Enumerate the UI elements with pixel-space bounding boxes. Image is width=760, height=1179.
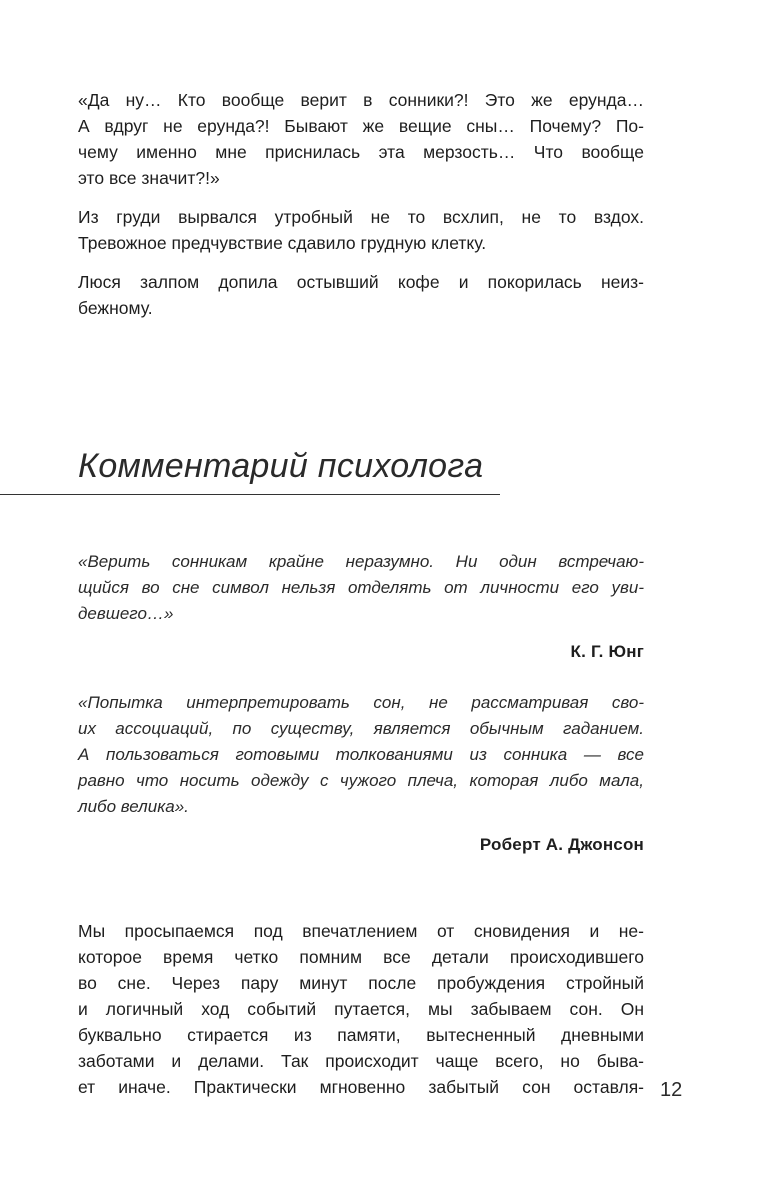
quote-block	[78, 690, 644, 865]
paragraph-line: которое время четко помним все детали происходившего	[78, 947, 644, 967]
paragraph-line: «Да ну… Кто вообще верит в сонники?! Это же ерунда…	[78, 90, 644, 110]
quote-line: «Попытка интерпретировать сон, не рассматривая сво-	[78, 693, 644, 712]
paragraph-line: бежному.	[78, 298, 153, 318]
quote-line: либо велика».	[78, 797, 189, 816]
quote-block	[78, 549, 644, 669]
paragraph-line: заботами и делами. Так происходит чаще всего, но быва-	[78, 1051, 644, 1071]
paragraph-line: это все значит?!»	[78, 168, 220, 188]
quote-author: К. Г. Юнг	[570, 642, 644, 661]
quote-line: А пользоваться готовыми толкованиями из сонника — все	[78, 745, 644, 764]
quote-author: Роберт А. Джонсон	[479, 835, 644, 854]
quote-line: «Верить сонникам крайне неразумно. Ни один встречаю-	[78, 552, 644, 571]
section-heading: Комментарий психолога	[78, 447, 484, 485]
paragraph-line: Мы просыпаемся под впечатлением от сновидения и не-	[78, 921, 644, 941]
quote-line: их ассоциаций, по существу, является обычным гаданием.	[78, 719, 644, 738]
paragraph-line: ет иначе. Практически мгновенно забытый сон оставля-	[78, 1077, 644, 1097]
page-number: 12	[660, 1079, 683, 1101]
paragraph-line: во сне. Через пару минут после пробуждения стройный	[78, 973, 644, 993]
heading-divider	[0, 494, 500, 495]
quote-line: девшего…»	[78, 604, 174, 623]
quote-line: щийся во сне символ нельзя отделять от личности его уви-	[78, 578, 644, 597]
quote-line: равно что носить одежду с чужого плеча, которая либо мала,	[78, 771, 644, 790]
paragraph-line: чему именно мне приснилась эта мерзость… Что вообще	[78, 142, 644, 162]
body-text	[78, 918, 644, 1103]
paragraph-line: А вдруг не ерунда?! Бывают же вещие сны… Почему? По-	[78, 116, 644, 136]
paragraph-line: и логичный ход событий путается, мы забываем сон. Он	[78, 999, 644, 1019]
paragraph-line: Из груди вырвался утробный не то всхлип, не то вздох.	[78, 207, 644, 227]
paragraph-line: буквально стирается из памяти, вытесненный дневными	[78, 1025, 644, 1045]
paragraph-line: Люся залпом допила остывший кофе и покорилась неиз-	[78, 272, 644, 292]
paragraph-line: Тревожное предчувствие сдавило грудную клетку.	[78, 233, 487, 253]
opening-text	[78, 87, 644, 327]
